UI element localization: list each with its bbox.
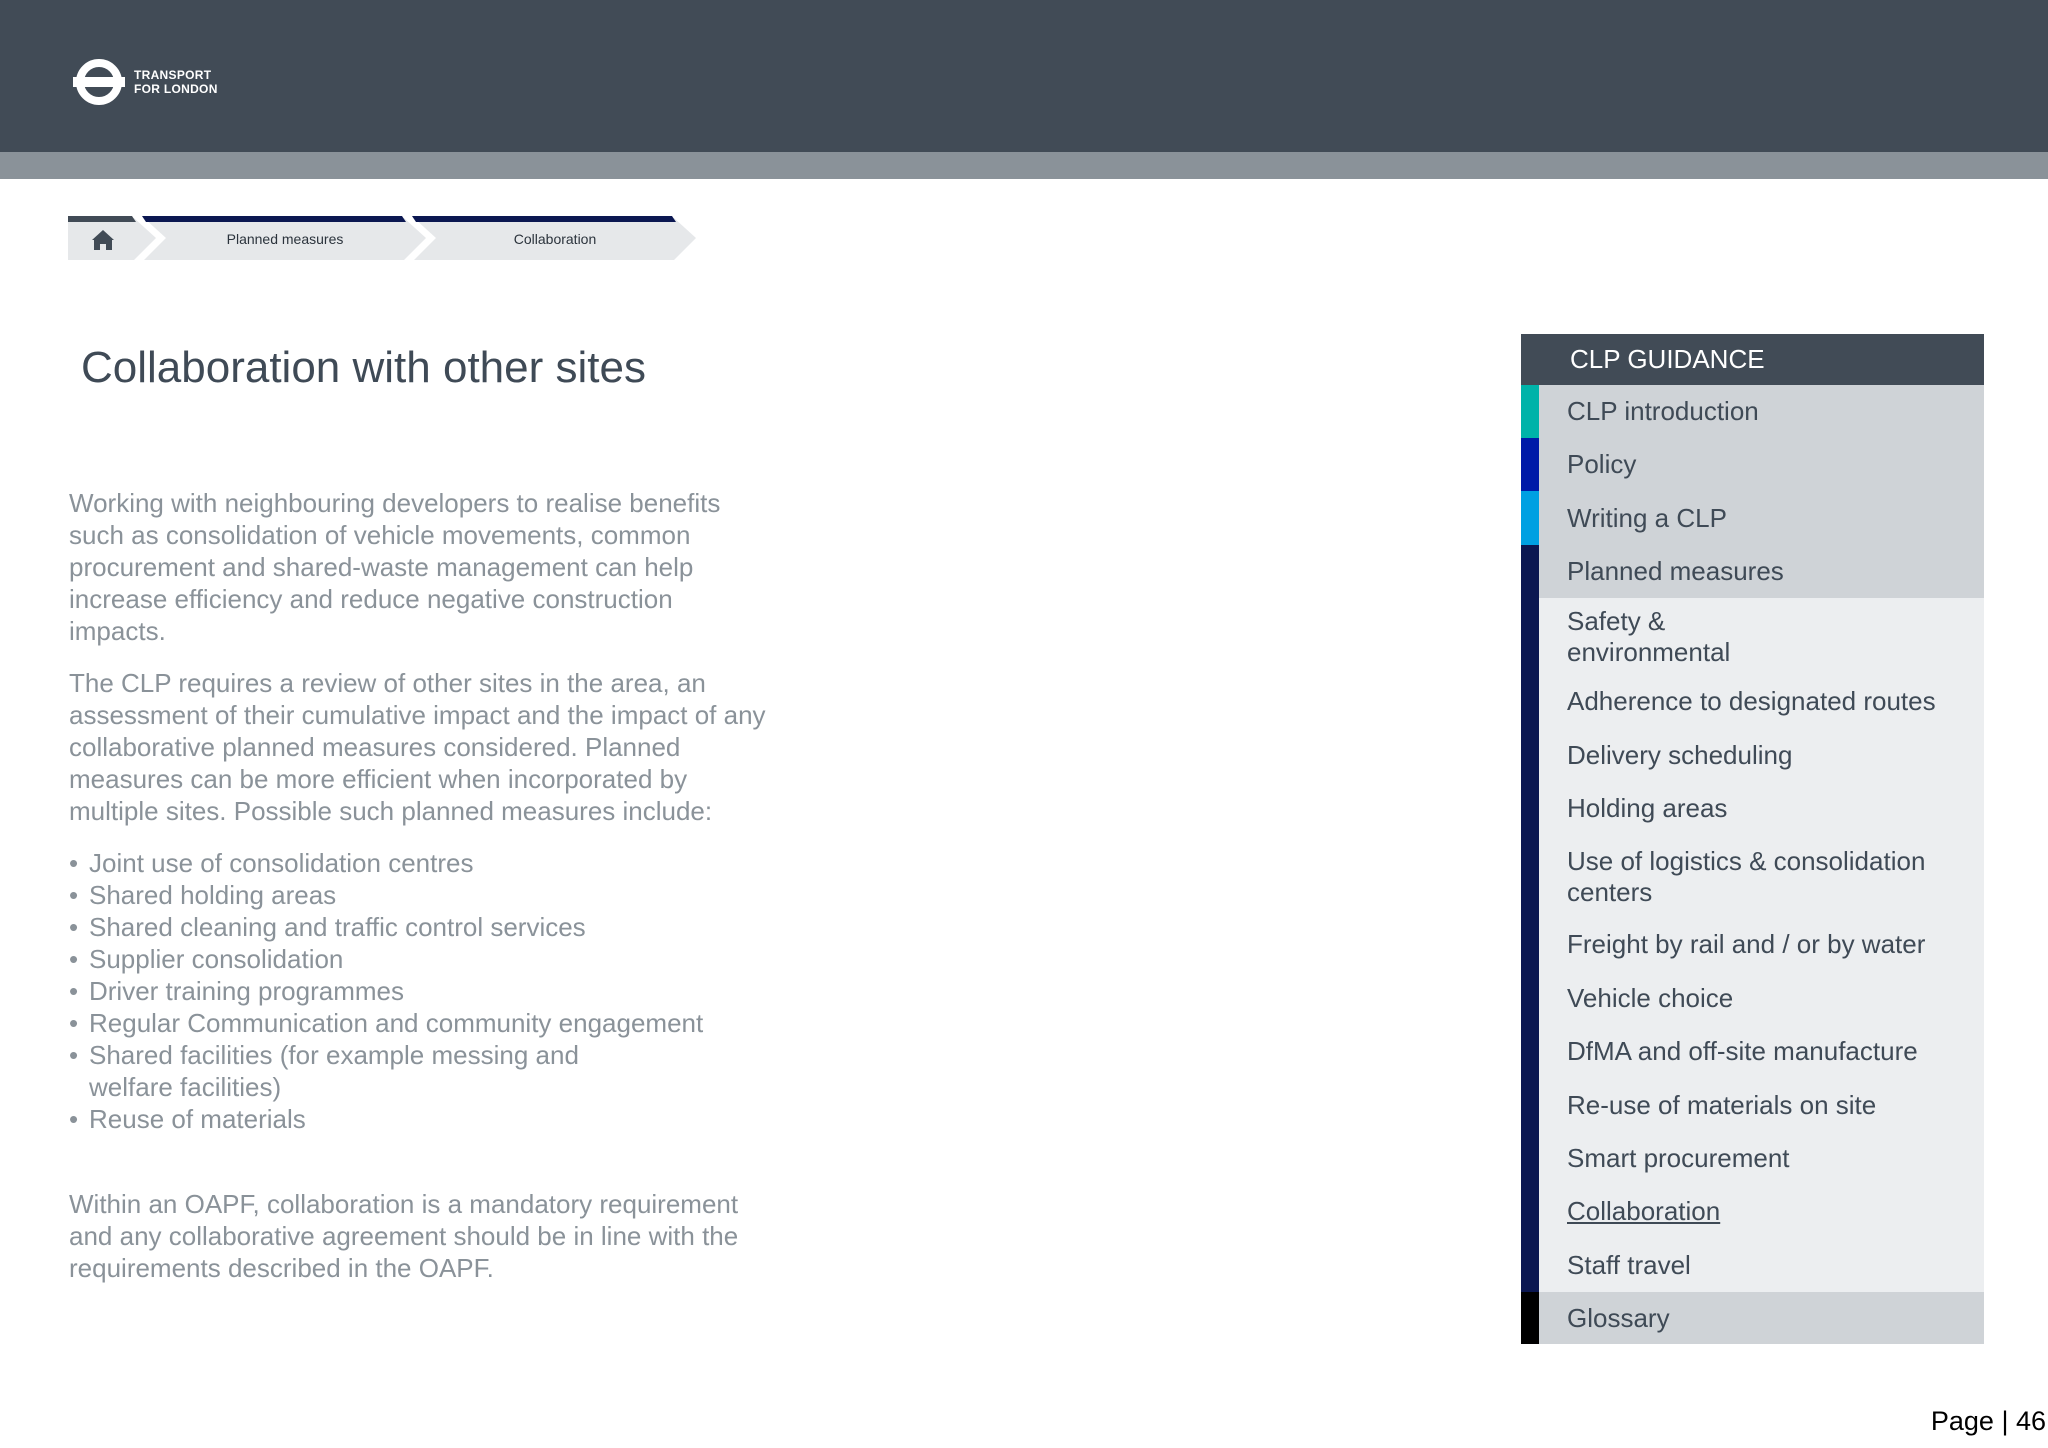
toc-color-bar — [1521, 835, 1539, 918]
logo-text-line1: TRANSPORT — [134, 68, 212, 82]
header-bar — [0, 0, 2048, 152]
toc-color-bar — [1521, 1185, 1539, 1238]
toc-item-label: DfMA and off-site manufacture — [1567, 1036, 1918, 1066]
breadcrumb — [68, 214, 708, 262]
toc-color-bar — [1521, 1132, 1539, 1185]
toc-item-dfma[interactable] — [1521, 1025, 1984, 1078]
list-item: • Reuse of materials — [69, 1103, 709, 1135]
toc-color-bar — [1521, 545, 1539, 598]
toc-item-holding-areas[interactable] — [1521, 782, 1984, 835]
list-item: • Regular Communication and community engagement — [69, 1007, 709, 1039]
toc-item-reuse-of-materials[interactable] — [1521, 1078, 1984, 1132]
list-item: • Supplier consolidation — [69, 943, 709, 975]
toc-item-label: Adherence to designated routes — [1567, 686, 1936, 716]
breadcrumb-label-collaboration[interactable]: Collaboration — [513, 231, 597, 247]
logo-text-line2: FOR LONDON — [134, 82, 218, 96]
logo-text — [134, 68, 218, 96]
toc-item-policy[interactable] — [1521, 438, 1984, 491]
toc-color-bar — [1521, 598, 1539, 675]
toc-item-safety-environmental[interactable] — [1521, 598, 1984, 675]
toc-item-adherence-to-designated-routes[interactable] — [1521, 675, 1984, 728]
roundel-icon — [72, 56, 128, 108]
toc-item-writing-a-clp[interactable] — [1521, 491, 1984, 545]
toc-item-label: Smart procurement — [1567, 1143, 1790, 1173]
toc-color-bar — [1521, 1078, 1539, 1132]
breadcrumb-label-planned-measures[interactable]: Planned measures — [226, 231, 344, 247]
toc-item-label: Policy — [1567, 449, 1637, 479]
toc-item-label: Freight by rail and / or by water — [1567, 929, 1926, 959]
toc-color-bar — [1521, 491, 1539, 545]
intro-paragraph — [69, 487, 769, 647]
toc-item-collaboration[interactable] — [1521, 1185, 1984, 1238]
measures-list — [69, 847, 709, 1135]
list-item: • Shared holding areas — [69, 879, 709, 911]
toc-item-label: Writing a CLP — [1567, 502, 1727, 533]
toc-item-planned-measures[interactable] — [1521, 545, 1984, 598]
toc-item-delivery-scheduling[interactable] — [1521, 728, 1984, 782]
toc-color-bar — [1521, 728, 1539, 782]
toc-item-label: Planned measures — [1567, 556, 1784, 586]
toc-item-label: Delivery scheduling — [1567, 739, 1793, 770]
toc-color-bar — [1521, 782, 1539, 835]
review-paragraph — [69, 667, 769, 827]
paragraph-2: The CLP requires a review of other sites in the area, an assessment of their cumulative impact and the impact of any collaborative planned measures considered. Planned measures can be more efficient when incorporated by multiple sites. Possible such planned measures include: — [69, 668, 766, 826]
toc-item-label: Safety & environmental — [1567, 605, 1731, 667]
breadcrumb-home[interactable] — [68, 216, 156, 260]
toc-color-bar — [1521, 1238, 1539, 1292]
toc-heading: CLP GUIDANCE — [1521, 334, 1984, 385]
toc-item-label: Glossary — [1567, 1302, 1670, 1333]
paragraph-1: Working with neighbouring developers to realise benefits such as consolidation of vehicle movements, common procurement and shared-waste management can help increase efficiency and reduce negative construction impacts. — [69, 488, 721, 646]
toc-color-bar — [1521, 438, 1539, 491]
toc-item-label: Collaboration — [1567, 1196, 1721, 1226]
oapf-paragraph — [69, 1188, 769, 1284]
toc-item-glossary[interactable] — [1521, 1292, 1984, 1344]
list-item: • Shared facilities (for example messing and welfare facilities) — [69, 1039, 629, 1103]
toc-item-logistics-consolidation[interactable] — [1521, 835, 1984, 918]
toc-item-label: CLP introduction — [1567, 396, 1759, 426]
toc-item-label: Use of logistics & consolidation centers — [1567, 845, 1926, 907]
list-item: • Driver training programmes — [69, 975, 709, 1007]
list-item: • Shared cleaning and traffic control services — [69, 911, 709, 943]
toc-item-smart-procurement[interactable] — [1521, 1132, 1984, 1185]
page-title: Collaboration with other sites — [81, 343, 646, 392]
toc-item-label: Holding areas — [1567, 793, 1728, 823]
paragraph-3: Within an OAPF, collaboration is a mandatory requirement and any collaborative agreement should be in line with the requirements described in the OAPF. — [69, 1189, 739, 1283]
toc-item-freight-by-rail-water[interactable] — [1521, 918, 1984, 971]
toc-item-label: Staff travel — [1567, 1249, 1691, 1280]
toc-item-vehicle-choice[interactable] — [1521, 971, 1984, 1025]
toc-color-bar — [1521, 971, 1539, 1025]
toc-item-staff-travel[interactable] — [1521, 1238, 1984, 1292]
toc-color-bar — [1521, 1025, 1539, 1078]
toc-item-label: Vehicle choice — [1567, 982, 1734, 1013]
clp-guidance-nav — [1521, 334, 1984, 1344]
page-number: Page | 46 — [1930, 1406, 2046, 1436]
toc-color-bar — [1521, 1292, 1539, 1344]
list-item: • Joint use of consolidation centres — [69, 847, 709, 879]
toc-color-bar — [1521, 385, 1539, 438]
toc-item-clp-introduction[interactable] — [1521, 385, 1984, 438]
toc-color-bar — [1521, 918, 1539, 971]
toc-color-bar — [1521, 675, 1539, 728]
header-subbar — [0, 152, 2048, 179]
tfl-logo[interactable] — [72, 56, 312, 108]
toc-item-label: Re-use of materials on site — [1567, 1089, 1877, 1120]
